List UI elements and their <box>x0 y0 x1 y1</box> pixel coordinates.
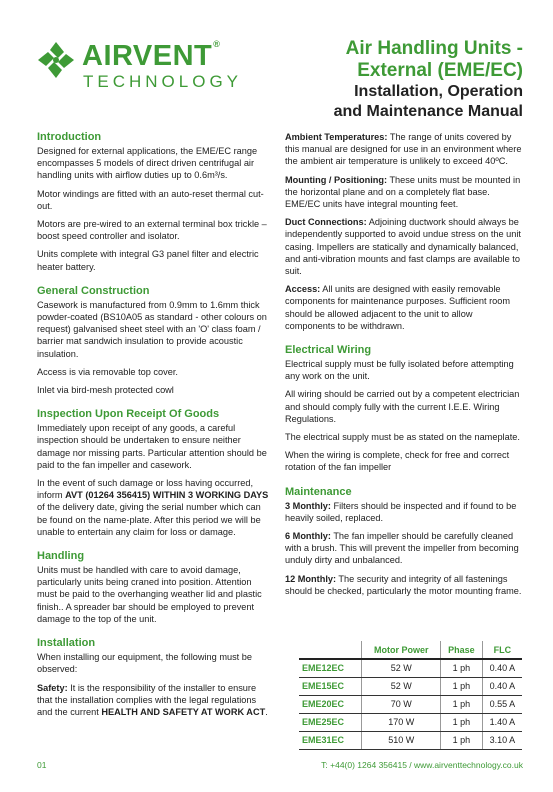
ambient-paragraph: Ambient Temperatures: The range of units covered by this manual are designed for use in an environment where the ambient air temperature is unlikely to exceed 40ºC. <box>285 132 522 167</box>
header-model <box>299 641 362 659</box>
flc-cell: 0.55 A <box>482 695 522 713</box>
inspection-paragraph: Immediately upon receipt of any goods, a careful inspection should be undertaken to ensure neither damage nor missing parts. Particular attention should be paid to the fan impeller and casework. <box>37 423 267 470</box>
table-header-row <box>299 641 522 659</box>
flc-cell: 0.40 A <box>482 659 522 677</box>
intro-paragraph: Designed for external applications, the EME/EC range encompasses 5 models of direct driven centrifugal air handling units with airflow duties up to 0.6m³/s. <box>37 146 258 181</box>
construction-paragraph: Casework is manufactured from 0.9mm to 1.6mm thick powder-coated (BS10A05 as standard - other colours on request) galvanised sheet steel with an 'O' class foam / barrier mat sandwich insulation to provide acoustic insulation. <box>37 299 267 359</box>
intro-paragraph: Motors are pre-wired to an external terminal box trickle – boost speed controller and isolator. <box>37 219 267 242</box>
model-cell: EME12EC <box>299 659 362 677</box>
electrical-paragraph: All wiring should be carried out by a competent electrician and should comply fully with the current I.E.E. Wiring Regulations. <box>285 389 520 424</box>
title-line-1: Air Handling Units - <box>345 38 523 59</box>
electrical-paragraph: Electrical supply must be fully isolated before attempting any work on the unit. <box>285 359 514 382</box>
construction-paragraph: Inlet via bird-mesh protected cowl <box>37 385 174 396</box>
table-row <box>299 731 522 749</box>
table-row <box>299 713 522 731</box>
table-row <box>299 677 522 695</box>
phase-cell: 1 ph <box>441 659 483 677</box>
flc-cell: 3.10 A <box>482 731 522 749</box>
mounting-paragraph: Mounting / Positioning: These units must be mounted in the horizontal plane and on a completely flat base. EME/EC units have integral mounting feet. <box>285 174 521 210</box>
airvent-logo <box>34 38 274 98</box>
model-cell: EME25EC <box>299 713 362 731</box>
general-construction-heading: General Construction <box>37 284 150 297</box>
power-cell: 170 W <box>362 713 441 731</box>
contact-info: T: +44(0) 1264 356415 / www.airventtechnology.co.uk <box>321 760 523 770</box>
maintenance-12-monthly: 12 Monthly: The security and integrity of all fastenings should be checked, particularly the motor mounting frame. <box>285 573 522 596</box>
introduction-heading: Introduction <box>37 131 102 143</box>
construction-paragraph: Access is via removable top cover. <box>37 366 178 377</box>
document-title <box>263 38 523 122</box>
installation-heading: Installation <box>37 637 96 650</box>
electrical-wiring-heading: Electrical Wiring <box>285 344 372 357</box>
handling-paragraph: Units must be handled with care to avoid damage, particularly units being craned into position. Attention must be paid to the overhanging weather lid and plastic finish.. A spreader bar should be employed to prevent damage to the top of the unit. <box>37 565 262 624</box>
installation-paragraph: When installing our equipment, the following must be observed: <box>37 652 253 675</box>
maintenance-6-monthly: 6 Monthly: The fan impeller should be carefully cleaned with a brush. This will prevent the impeller from becoming unduly dirty and unbalanced. <box>285 531 519 566</box>
title-line-4: and Maintenance Manual <box>333 103 523 120</box>
header-motor-power: Motor Power <box>362 641 441 659</box>
spec-table <box>299 641 522 750</box>
brand-sub: TECHNOLOGY <box>83 72 243 91</box>
phase-cell: 1 ph <box>441 731 483 749</box>
right-column <box>285 131 522 603</box>
handling-heading: Handling <box>37 550 85 563</box>
header-flc: FLC <box>482 641 522 659</box>
safety-paragraph: Safety: It is the responsibility of the installer to ensure that the installation complies with the legal regulations and the current HEALTH AND SAFETY AT WORK ACT. <box>37 682 268 717</box>
left-column <box>37 131 272 724</box>
brand-name: AIRVENT® <box>82 39 221 72</box>
title-line-3: Installation, Operation <box>354 83 523 100</box>
power-cell: 52 W <box>362 677 441 695</box>
phase-cell: 1 ph <box>441 713 483 731</box>
phase-cell: 1 ph <box>441 677 483 695</box>
table-row <box>299 695 522 713</box>
access-paragraph: Access: All units are designed with easily removable components for maintenance purposes. Sufficient room should be allowed adjacent to the unit to allow components to be withdrawn. <box>285 284 511 331</box>
power-cell: 510 W <box>362 731 441 749</box>
duct-paragraph: Duct Connections: Adjoining ductwork should always be independently supported to avoid undue stress on the unit casing. Impellers are statically and dynamically balanced, and anti-vibration mounts and fast clamps are available to suit. <box>285 217 521 277</box>
intro-paragraph: Units complete with integral G3 panel filter and electric heater battery. <box>37 249 259 272</box>
phase-cell: 1 ph <box>441 695 483 713</box>
fan-blades-icon <box>34 38 78 82</box>
page-number: 01 <box>37 760 47 770</box>
power-cell: 70 W <box>362 695 441 713</box>
electrical-paragraph: The electrical supply must be as stated on the nameplate. <box>285 432 520 443</box>
power-cell: 52 W <box>362 659 441 677</box>
maintenance-3-monthly: 3 Monthly: Filters should be inspected and if found to be heavily soiled, replaced. <box>285 500 517 523</box>
model-cell: EME20EC <box>299 695 362 713</box>
electrical-paragraph: When the wiring is complete, check for free and correct rotation of the fan impeller <box>285 450 510 473</box>
header-phase: Phase <box>441 641 483 659</box>
intro-paragraph: Motor windings are fitted with an auto-reset thermal cut-out. <box>37 188 264 211</box>
model-cell: EME15EC <box>299 677 362 695</box>
inspection-heading: Inspection Upon Receipt Of Goods <box>37 408 220 421</box>
flc-cell: 0.40 A <box>482 677 522 695</box>
title-line-2: External (EME/EC) <box>357 60 523 81</box>
table-row <box>299 659 522 677</box>
inspection-paragraph: In the event of such damage or loss having occurred, inform AVT (01264 356415) WITHIN 3 WORKING DAYS of the delivery date, giving the serial number which can be found on the name-plate. After this period we will be unable to entertain any claim for loss or damage. <box>37 478 269 537</box>
maintenance-heading: Maintenance <box>285 485 352 498</box>
model-cell: EME31EC <box>299 731 362 749</box>
flc-cell: 1.40 A <box>482 713 522 731</box>
